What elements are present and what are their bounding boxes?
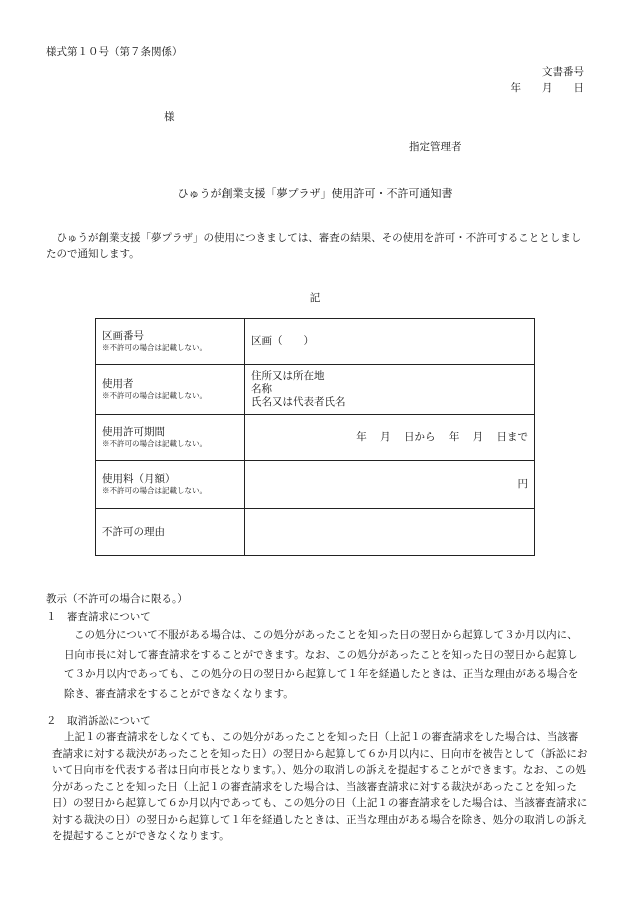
table-row <box>96 319 535 365</box>
row-label: 区画番号 <box>102 330 144 342</box>
row-note: ※不許可の場合は記載しない。 <box>102 343 207 352</box>
instruction-heading: 教示（不許可の場合に限る。） <box>46 593 188 605</box>
designated-manager-label: 指定管理者 <box>409 141 462 153</box>
period-part: 月 <box>472 431 484 443</box>
period-part: 日から <box>403 431 436 443</box>
label-cell <box>96 509 245 556</box>
document-number-label: 文書番号 <box>542 66 584 78</box>
section-text: この処分について不服がある場合は、この処分があったことを知った日の翌日から起算して３か月以内に、日向市長に対して審査請求をすることができます。なお、この処分があったことを知った日の翌日から起算して３か月以内であっても、この処分の日の翌日から起算して１年を経過したときは、正当な理由がある場合を除き、審査請求をすることができなくなります。 <box>64 629 579 700</box>
section-heading: ２ 取消訴訟について <box>46 715 151 727</box>
row-label: 使用料（月額） <box>102 473 176 485</box>
period-part: 年 <box>356 431 367 443</box>
row-label: 使用者 <box>102 378 134 390</box>
refusal-reason-value <box>245 509 535 556</box>
name-line: 名称 <box>251 383 272 395</box>
table-row <box>96 509 535 556</box>
user-info-cell <box>245 365 535 415</box>
period-part: 年 <box>448 431 460 443</box>
permit-period-cell <box>245 415 535 461</box>
table-row <box>96 365 535 415</box>
label-cell <box>96 319 245 365</box>
fee-value: 円 <box>245 461 535 509</box>
document-title: ひゅうが創業支援「夢プラザ」使用許可・不許可通知書 <box>177 187 453 200</box>
section-text: 上記１の審査請求をしなくても、この処分があったことを知った日（上記１の審査請求をした場合は、当該審査請求に対する裁決があったことを知った日）の翌日から起算して６か月以内に、日向市を被告として（訴訟において日向市を代表する者は日向市長となります。）、処分の取消しの訴えを提起することができます。なお、この処分があったことを知った日（上記１の審査請求をした場合は、当該審査請求に対する裁決があったことを知った日）の翌日から起算して６か月以内であっても、この処分の日（上記１の審査請求をした場合は、当該審査請求に対する裁決の日）の翌日から起算して１年を経過したときは、正当な理由がある場合を除き、処分の取消しの訴えを提起することができなくなります。 <box>52 731 588 842</box>
table-row <box>96 461 535 509</box>
form-number: 様式第１０号（第７条関係） <box>46 46 183 58</box>
row-note: ※不許可の場合は記載しない。 <box>102 391 207 400</box>
label-cell <box>96 365 245 415</box>
section-heading: １ 審査請求について <box>46 611 151 623</box>
label-cell <box>96 415 245 461</box>
representative-line: 氏名又は代表者氏名 <box>251 396 346 408</box>
addressee-honorific: 様 <box>164 111 175 123</box>
notice-body: ひゅうが創業支援「夢プラザ」の使用につきましては、審査の結果、その使用を許可・不許可することとしましたので通知します。 <box>46 232 582 260</box>
address-line: 住所又は所在地 <box>251 370 325 382</box>
row-note: ※不許可の場合は記載しない。 <box>102 486 207 495</box>
row-note: ※不許可の場合は記載しない。 <box>102 439 207 448</box>
table-row <box>96 415 535 461</box>
label-cell <box>96 461 245 509</box>
row-label: 不許可の理由 <box>102 525 165 538</box>
period-part: 日まで <box>496 431 528 443</box>
row-label: 使用許可期間 <box>102 426 165 438</box>
ki-marker: 記 <box>309 292 321 304</box>
date-line: 年 月 日 <box>510 82 584 94</box>
period-part: 月 <box>380 431 391 443</box>
details-table <box>95 318 535 556</box>
plot-number-value: 区画（ ） <box>245 319 535 365</box>
